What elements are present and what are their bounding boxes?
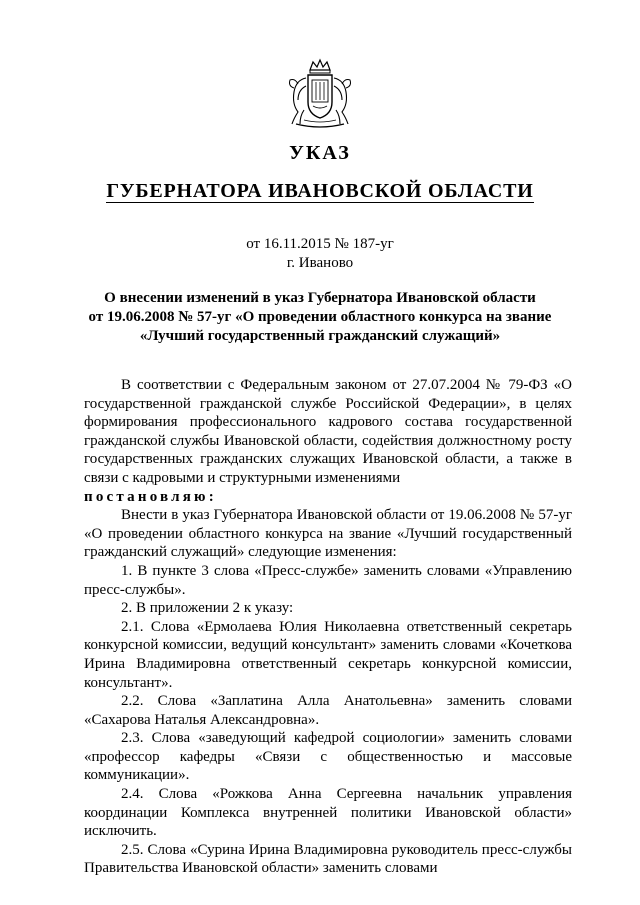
issuer-title-wrap (0, 180, 640, 203)
issuer-title: ГУБЕРНАТОРА ИВАНОВСКОЙ ОБЛАСТИ (106, 180, 534, 202)
heading-line-2: от 19.06.2008 № 57-уг «О проведении областного конкурса на звание (88, 309, 552, 325)
preamble-paragraph (84, 376, 572, 506)
document-title: УКАЗ (289, 142, 351, 164)
preamble-text: В соответствии с Федеральным законом от 27.07.2004 № 79-ФЗ «О государственной гражданской службе Российской Федерации», в целях формирования профессионального кадрового состава государственной гражданской службы Ивановской области, содействия должностному росту государственных гражданских служащих Ивановской области, а также в связи с кадровыми и структурными изменениями (84, 377, 572, 486)
coat-of-arms-icon (286, 58, 354, 130)
intro-paragraph: Внести в указ Губернатора Ивановской области от 19.06.2008 № 57-уг «О проведении областного конкурса на звание «Лучший государственный гражданский служащий» следующие изменения: (84, 507, 572, 561)
item-2-3: 2.3. Слова «заведующий кафедрой социологии» заменить словами «профессор кафедры «Связи с общественностью и массовые коммуникации». (84, 730, 572, 784)
decree-word: постановляю: (84, 488, 217, 505)
item-2-4: 2.4. Слова «Рожкова Анна Сергеевна начальник управления координации Комплекса внутренней политики Ивановской области» исключить. (84, 786, 572, 840)
document-body (84, 376, 572, 878)
heading-line-3: «Лучший государственный гражданский служащий» (139, 328, 501, 344)
item-2-1: 2.1. Слова «Ермолаева Юлия Николаевна ответственный секретарь конкурсной комиссии, ведущий консультант» заменить словами «Кочеткова Ирина Владимировна ответственный секретарь конкурсной комиссии, консультант». (84, 618, 572, 691)
date-number-line: от 16.11.2015 № 187-уг (246, 236, 394, 252)
item-1: 1. В пункте 3 слова «Пресс-службе» заменить словами «Управлению пресс-службы». (84, 562, 572, 598)
coat-of-arms-emblem (286, 58, 354, 130)
item-2-2: 2.2. Слова «Заплатина Алла Анатольевна» заменить словами «Сахарова Наталья Александровна». (84, 693, 572, 728)
item-2: 2. В приложении 2 к указу: (121, 600, 294, 617)
heading-line-1: О внесении изменений в указ Губернатора Ивановской области (104, 290, 536, 306)
document-heading (80, 289, 560, 346)
city-line: г. Иваново (286, 255, 354, 271)
item-2-5: 2.5. Слова «Сурина Ирина Владимировна руководитель пресс-службы Правительства Ивановской области» заменить словами (84, 841, 572, 877)
